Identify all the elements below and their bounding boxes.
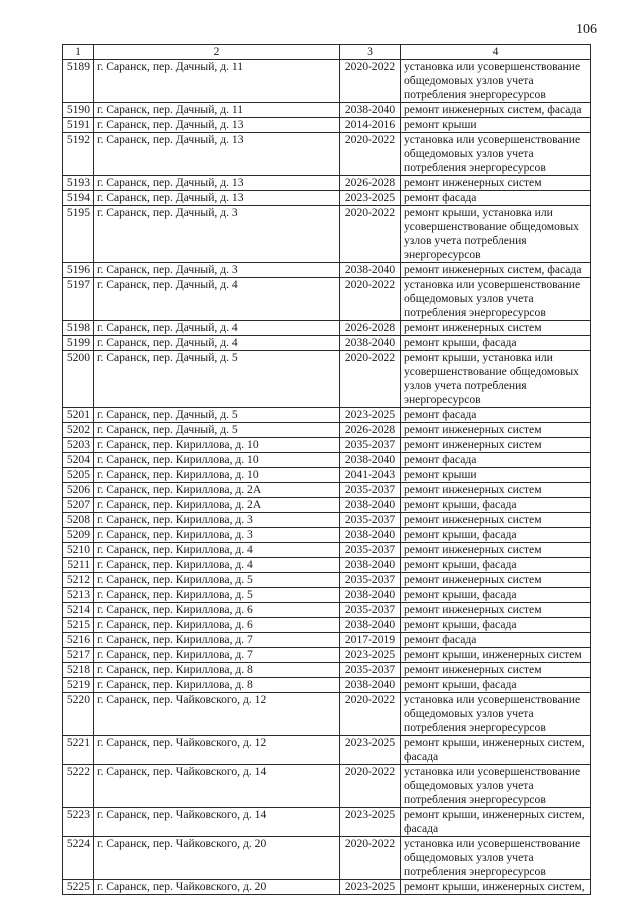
row-number-cell: 5207 [63, 498, 94, 513]
address-cell: г. Саранск, пер. Дачный, д. 4 [94, 321, 340, 336]
row-number-cell: 5225 [63, 880, 94, 895]
table-row [63, 633, 591, 648]
row-number-cell: 5221 [63, 736, 94, 765]
row-number-cell: 5203 [63, 438, 94, 453]
table-row [63, 336, 591, 351]
table-row [63, 118, 591, 133]
table-row [63, 880, 591, 895]
address-cell: г. Саранск, пер. Кириллова, д. 5 [94, 573, 340, 588]
row-number-cell: 5197 [63, 278, 94, 321]
address-cell: г. Саранск, пер. Дачный, д. 13 [94, 176, 340, 191]
row-number-cell: 5192 [63, 133, 94, 176]
period-cell: 2023-2025 [340, 808, 401, 837]
address-cell: г. Саранск, пер. Чайковского, д. 14 [94, 765, 340, 808]
row-number-cell: 5212 [63, 573, 94, 588]
period-cell: 2023-2025 [340, 408, 401, 423]
address-cell: г. Саранск, пер. Кириллова, д. 3 [94, 528, 340, 543]
work-type-cell: ремонт крыши, фасада [401, 678, 591, 693]
row-number-cell: 5218 [63, 663, 94, 678]
header-col-4: 4 [401, 45, 591, 60]
row-number-cell: 5200 [63, 351, 94, 408]
table-row [63, 351, 591, 408]
work-type-cell: установка или усовершенствование общедомовых узлов учета потребления энергоресурсов [401, 133, 591, 176]
period-cell: 2023-2025 [340, 648, 401, 663]
table-row [63, 618, 591, 633]
table-row [63, 528, 591, 543]
table-row [63, 765, 591, 808]
table-body [63, 45, 591, 895]
table-row [63, 468, 591, 483]
table-row [63, 206, 591, 263]
work-type-cell: ремонт крыши, фасада [401, 618, 591, 633]
address-cell: г. Саранск, пер. Кириллова, д. 8 [94, 678, 340, 693]
table-row [63, 808, 591, 837]
work-type-cell: ремонт крыши, установка или усовершенствование общедомовых узлов учета потребления энергоресурсов [401, 206, 591, 263]
period-cell: 2038-2040 [340, 618, 401, 633]
work-type-cell: установка или усовершенствование общедомовых узлов учета потребления энергоресурсов [401, 278, 591, 321]
work-type-cell: установка или усовершенствование общедомовых узлов учета потребления энергоресурсов [401, 837, 591, 880]
period-cell: 2038-2040 [340, 263, 401, 278]
row-number-cell: 5205 [63, 468, 94, 483]
address-cell: г. Саранск, пер. Кириллова, д. 7 [94, 648, 340, 663]
table-row [63, 663, 591, 678]
period-cell: 2038-2040 [340, 453, 401, 468]
work-type-cell: ремонт фасада [401, 633, 591, 648]
address-cell: г. Саранск, пер. Дачный, д. 5 [94, 351, 340, 408]
work-type-cell: ремонт инженерных систем [401, 423, 591, 438]
table-row [63, 278, 591, 321]
table-row [63, 423, 591, 438]
table-row [63, 263, 591, 278]
address-cell: г. Саранск, пер. Кириллова, д. 5 [94, 588, 340, 603]
address-cell: г. Саранск, пер. Кириллова, д. 4 [94, 558, 340, 573]
address-cell: г. Саранск, пер. Кириллова, д. 10 [94, 468, 340, 483]
address-cell: г. Саранск, пер. Кириллова, д. 4 [94, 543, 340, 558]
row-number-cell: 5210 [63, 543, 94, 558]
period-cell: 2020-2022 [340, 60, 401, 103]
row-number-cell: 5211 [63, 558, 94, 573]
address-cell: г. Саранск, пер. Дачный, д. 5 [94, 423, 340, 438]
table-row [63, 603, 591, 618]
address-cell: г. Саранск, пер. Кириллова, д. 10 [94, 438, 340, 453]
work-type-cell: ремонт крыши, фасада [401, 588, 591, 603]
table-header-row [63, 45, 591, 60]
period-cell: 2035-2037 [340, 438, 401, 453]
period-cell: 2038-2040 [340, 558, 401, 573]
work-type-cell: ремонт крыши, инженерных систем, фасада [401, 736, 591, 765]
address-cell: г. Саранск, пер. Кириллова, д. 7 [94, 633, 340, 648]
work-type-cell: ремонт крыши, фасада [401, 528, 591, 543]
table-row [63, 191, 591, 206]
address-cell: г. Саранск, пер. Кириллова, д. 2А [94, 498, 340, 513]
work-type-cell: установка или усовершенствование общедомовых узлов учета потребления энергоресурсов [401, 60, 591, 103]
address-cell: г. Саранск, пер. Чайковского, д. 20 [94, 880, 340, 895]
row-number-cell: 5217 [63, 648, 94, 663]
work-type-cell: ремонт инженерных систем [401, 438, 591, 453]
work-type-cell: ремонт инженерных систем [401, 603, 591, 618]
work-type-cell: ремонт инженерных систем [401, 176, 591, 191]
period-cell: 2038-2040 [340, 103, 401, 118]
work-type-cell: ремонт инженерных систем [401, 573, 591, 588]
row-number-cell: 5191 [63, 118, 94, 133]
table-row [63, 176, 591, 191]
period-cell: 2035-2037 [340, 543, 401, 558]
address-cell: г. Саранск, пер. Кириллова, д. 3 [94, 513, 340, 528]
period-cell: 2035-2037 [340, 603, 401, 618]
repair-schedule-table [62, 44, 591, 895]
table-row [63, 408, 591, 423]
row-number-cell: 5219 [63, 678, 94, 693]
work-type-cell: ремонт крыши, установка или усовершенствование общедомовых узлов учета потребления энергоресурсов [401, 351, 591, 408]
work-type-cell: ремонт инженерных систем [401, 483, 591, 498]
work-type-cell: установка или усовершенствование общедомовых узлов учета потребления энергоресурсов [401, 693, 591, 736]
row-number-cell: 5213 [63, 588, 94, 603]
row-number-cell: 5193 [63, 176, 94, 191]
work-type-cell: ремонт инженерных систем [401, 663, 591, 678]
address-cell: г. Саранск, пер. Дачный, д. 4 [94, 336, 340, 351]
table-row [63, 678, 591, 693]
period-cell: 2020-2022 [340, 837, 401, 880]
address-cell: г. Саранск, пер. Чайковского, д. 14 [94, 808, 340, 837]
work-type-cell: ремонт крыши, фасада [401, 558, 591, 573]
address-cell: г. Саранск, пер. Дачный, д. 3 [94, 263, 340, 278]
row-number-cell: 5204 [63, 453, 94, 468]
work-type-cell: установка или усовершенствование общедомовых узлов учета потребления энергоресурсов [401, 765, 591, 808]
period-cell: 2038-2040 [340, 588, 401, 603]
row-number-cell: 5206 [63, 483, 94, 498]
table-row [63, 693, 591, 736]
period-cell: 2020-2022 [340, 351, 401, 408]
table-row [63, 573, 591, 588]
row-number-cell: 5198 [63, 321, 94, 336]
period-cell: 2035-2037 [340, 513, 401, 528]
row-number-cell: 5194 [63, 191, 94, 206]
period-cell: 2026-2028 [340, 176, 401, 191]
table-row [63, 321, 591, 336]
table-row [63, 558, 591, 573]
period-cell: 2026-2028 [340, 321, 401, 336]
period-cell: 2023-2025 [340, 880, 401, 895]
period-cell: 2038-2040 [340, 336, 401, 351]
work-type-cell: ремонт крыши, фасада [401, 498, 591, 513]
work-type-cell: ремонт инженерных систем, фасада [401, 103, 591, 118]
header-col-1: 1 [63, 45, 94, 60]
work-type-cell: ремонт крыши, инженерных систем, фасада [401, 808, 591, 837]
period-cell: 2023-2025 [340, 736, 401, 765]
address-cell: г. Саранск, пер. Чайковского, д. 12 [94, 693, 340, 736]
address-cell: г. Саранск, пер. Чайковского, д. 12 [94, 736, 340, 765]
work-type-cell: ремонт крыши, инженерных систем, [401, 880, 591, 895]
work-type-cell: ремонт инженерных систем [401, 321, 591, 336]
work-type-cell: ремонт инженерных систем [401, 513, 591, 528]
period-cell: 2017-2019 [340, 633, 401, 648]
period-cell: 2035-2037 [340, 483, 401, 498]
row-number-cell: 5196 [63, 263, 94, 278]
work-type-cell: ремонт крыши, фасада [401, 336, 591, 351]
address-cell: г. Саранск, пер. Кириллова, д. 8 [94, 663, 340, 678]
address-cell: г. Саранск, пер. Кириллова, д. 6 [94, 603, 340, 618]
work-type-cell: ремонт крыши [401, 118, 591, 133]
row-number-cell: 5208 [63, 513, 94, 528]
table-row [63, 588, 591, 603]
table-row [63, 438, 591, 453]
header-col-3: 3 [340, 45, 401, 60]
address-cell: г. Саранск, пер. Дачный, д. 13 [94, 118, 340, 133]
table-row [63, 648, 591, 663]
row-number-cell: 5223 [63, 808, 94, 837]
page-number: 106 [576, 22, 597, 37]
address-cell: г. Саранск, пер. Дачный, д. 11 [94, 60, 340, 103]
period-cell: 2020-2022 [340, 133, 401, 176]
row-number-cell: 5222 [63, 765, 94, 808]
address-cell: г. Саранск, пер. Кириллова, д. 2А [94, 483, 340, 498]
table-row [63, 133, 591, 176]
period-cell: 2041-2043 [340, 468, 401, 483]
period-cell: 2020-2022 [340, 693, 401, 736]
work-type-cell: ремонт инженерных систем [401, 543, 591, 558]
period-cell: 2035-2037 [340, 573, 401, 588]
row-number-cell: 5215 [63, 618, 94, 633]
address-cell: г. Саранск, пер. Дачный, д. 4 [94, 278, 340, 321]
work-type-cell: ремонт фасада [401, 408, 591, 423]
address-cell: г. Саранск, пер. Дачный, д. 13 [94, 191, 340, 206]
period-cell: 2020-2022 [340, 206, 401, 263]
work-type-cell: ремонт фасада [401, 453, 591, 468]
table-row [63, 543, 591, 558]
table-row [63, 60, 591, 103]
address-cell: г. Саранск, пер. Кириллова, д. 6 [94, 618, 340, 633]
work-type-cell: ремонт крыши, инженерных систем [401, 648, 591, 663]
address-cell: г. Саранск, пер. Дачный, д. 11 [94, 103, 340, 118]
period-cell: 2038-2040 [340, 498, 401, 513]
work-type-cell: ремонт крыши [401, 468, 591, 483]
row-number-cell: 5189 [63, 60, 94, 103]
row-number-cell: 5190 [63, 103, 94, 118]
row-number-cell: 5220 [63, 693, 94, 736]
table-row [63, 483, 591, 498]
work-type-cell: ремонт инженерных систем, фасада [401, 263, 591, 278]
table-row [63, 513, 591, 528]
row-number-cell: 5199 [63, 336, 94, 351]
row-number-cell: 5202 [63, 423, 94, 438]
period-cell: 2023-2025 [340, 191, 401, 206]
address-cell: г. Саранск, пер. Кириллова, д. 10 [94, 453, 340, 468]
address-cell: г. Саранск, пер. Дачный, д. 3 [94, 206, 340, 263]
period-cell: 2020-2022 [340, 765, 401, 808]
period-cell: 2026-2028 [340, 423, 401, 438]
period-cell: 2020-2022 [340, 278, 401, 321]
header-col-2: 2 [94, 45, 340, 60]
row-number-cell: 5224 [63, 837, 94, 880]
address-cell: г. Саранск, пер. Дачный, д. 5 [94, 408, 340, 423]
row-number-cell: 5209 [63, 528, 94, 543]
table-row [63, 837, 591, 880]
row-number-cell: 5195 [63, 206, 94, 263]
period-cell: 2014-2016 [340, 118, 401, 133]
row-number-cell: 5214 [63, 603, 94, 618]
period-cell: 2038-2040 [340, 528, 401, 543]
table-row [63, 498, 591, 513]
address-cell: г. Саранск, пер. Чайковского, д. 20 [94, 837, 340, 880]
row-number-cell: 5216 [63, 633, 94, 648]
period-cell: 2038-2040 [340, 678, 401, 693]
address-cell: г. Саранск, пер. Дачный, д. 13 [94, 133, 340, 176]
table-row [63, 103, 591, 118]
table-row [63, 453, 591, 468]
table-row [63, 736, 591, 765]
work-type-cell: ремонт фасада [401, 191, 591, 206]
row-number-cell: 5201 [63, 408, 94, 423]
period-cell: 2035-2037 [340, 663, 401, 678]
